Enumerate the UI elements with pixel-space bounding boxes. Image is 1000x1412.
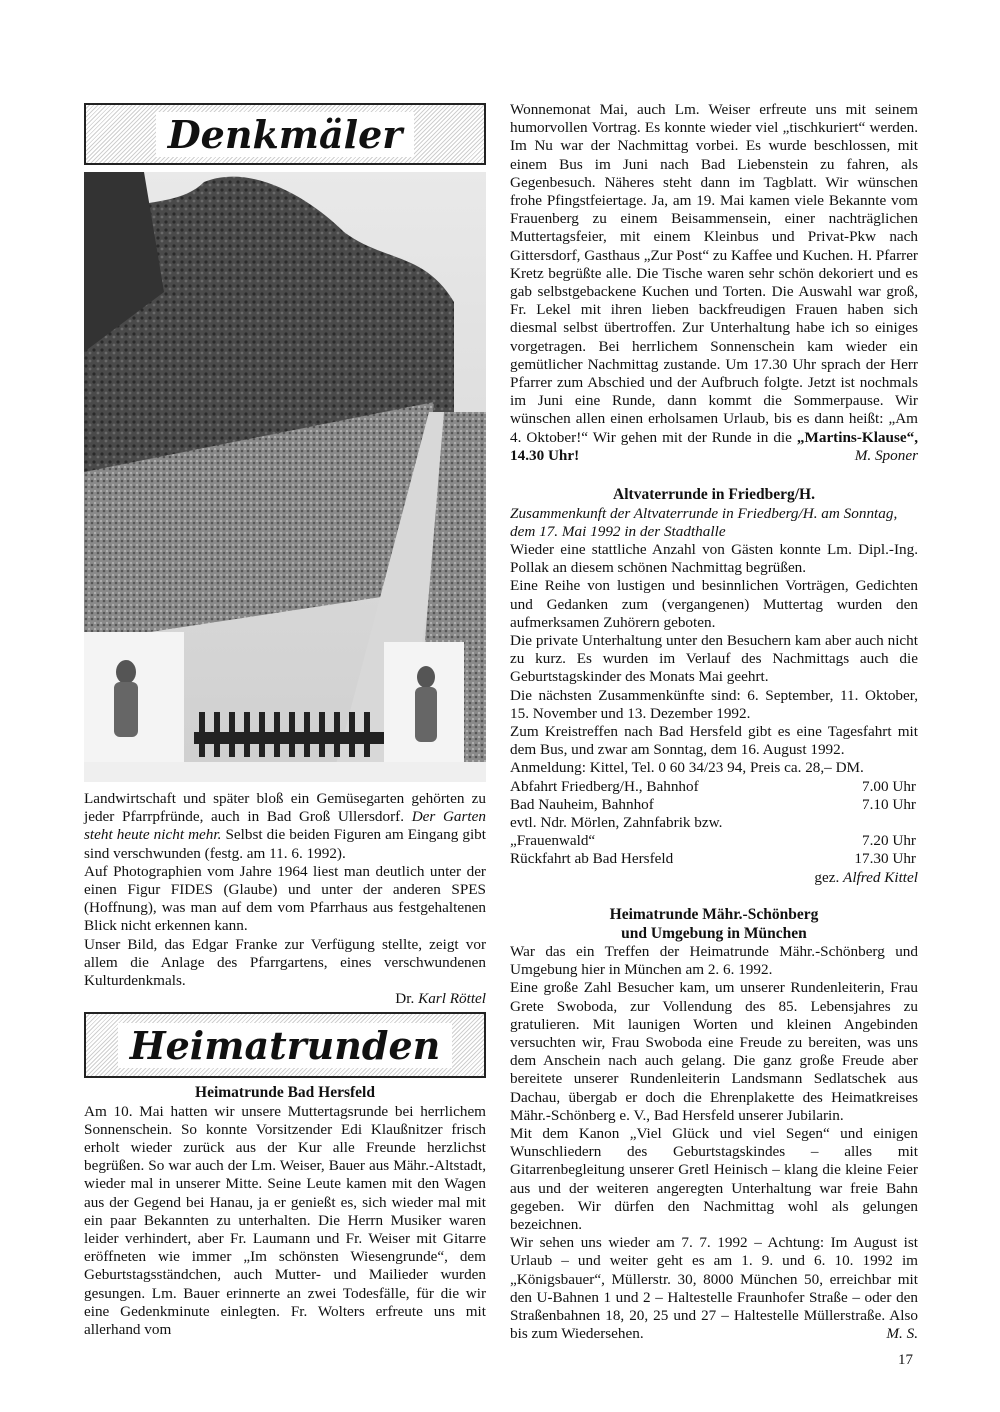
friedberg-p5: Zum Kreistreffen nach Bad Hersfeld gibt es eine Tagesfahrt mit dem Bus, und zwar am Sonntag, dem 16. August 1992. [510,722,918,759]
schoenberg-heading-line2: und Umgebung in München [621,924,807,942]
schoenberg-article [510,906,918,1344]
friedberg-p4: Die nächsten Zusammenkünfte sind: 6. September, 11. Oktober, 15. November und 13. Dezember 1992. [510,686,918,722]
bad-hersfeld-body: Am 10. Mai hatten wir unsere Muttertagsrunde bei herrlichem Sonnenschein. So konnte Vorsitzender Edi Klaußnitzer frisch erholt wieder zurück aus der Kur alle Freunde herzlichst begrüßen. So war auch der Lm. Weiser, Bauer aus Mähr.-Altstadt, wieder mal in unserer Mitte. Seine Leute kamen mit den Wagen aus der Gegend bei Hanau, ja er genießt es, sich wieder mal mit ein paar Bekannten zu unterhalten. Die Herrn Musiker waren leider verhindert, aber Fr. Laumann und Fr. Weiser mit Gitarre eröffneten wie immer „Im schönsten Wiesengrunde“, dem Geburtstagsständchen, auch Mutter- und Mailieder wurden gesungen. Lm. Bauer erinnerte an zwei Todesfälle, für die wir eine Gedenkminute einlegten. Fr. Wolters erfreute uns mit allerhand vom [84,1102,486,1338]
schedule-row: evtl. Ndr. Mörlen, Zahnfabrik bzw. [510,813,723,831]
friedberg-p6: Anmeldung: Kittel, Tel. 0 60 34/23 94, Preis ca. 28,– DM. [510,759,864,777]
schoenberg-p1: War das ein Treffen der Heimatrunde Mähr.-Schönberg und Umgebung hier in München am 2. 6. 1992. [510,943,918,979]
schedule-row: „Frauenwald“ 7.20 Uhr [510,832,916,850]
bad-hersfeld-heading: Heimatrunde Bad Hersfeld [195,1084,375,1101]
heimatrunden-title: Heimatrunden [118,1023,453,1068]
denkmaeler-banner [84,103,486,165]
caption-signature: Dr. Karl Röttel [395,990,486,1008]
friedberg-subtitle: Zusammenkunft der Altvaterrunde in Friedberg/H. am Sonntag, dem 17. Mai 1992 in der Stadthalle [510,504,898,540]
friedberg-heading: Altvaterrunde in Friedberg/H. [613,486,815,503]
bad-hersfeld-signature: M. Sponer [854,447,918,465]
bus-schedule [510,778,916,869]
schedule-row: Rückfahrt ab Bad Hersfeld 17.30 Uhr [510,850,916,868]
friedberg-p1: Wieder eine stattliche Anzahl von Gästen konnte Lm. Dipl.-Ing. Pollak an diesem schönen Nachmittag begrüßen. [510,540,918,577]
bad-hersfeld-article [84,1084,486,1339]
schoenberg-heading-line1: Heimatrunde Mähr.-Schönberg [609,906,819,923]
caption-paragraph-2: Auf Photographien vom Jahre 1964 liest man deutlich unter der einen Figur FIDES (Glaube) und unter der anderen SPES (Hoffnung), was man auf dem vom Pfarrhaus aus festgehaltenen Blick nicht erkennen kann. [84,862,486,935]
schedule-row: Bad Nauheim, Bahnhof 7.10 Uhr [510,795,916,813]
schedule-row: Abfahrt Friedberg/H., Bahnhof 7.00 Uhr [510,777,916,795]
friedberg-p2: Eine Reihe von lustigen und besinnlichen Vorträgen, Gedichten und Gedanken zum (vergangenen) Muttertag wurden den aufmerksamen Zuhörern geboten. [510,577,918,631]
denkmaeler-caption [84,790,486,1008]
schoenberg-p2: Eine große Zahl Besucher kam, um unserer Rundenleiterin, Frau Grete Swoboda, zur Vollendung des 85. Lebensjahres zu gratulieren. Mit launigen Worten und kleinen Angebinden versuchten wir, Frau Swoboda eine Freude zu bereiten, was uns dem Anschein nach auch gelang. Die ganz große Freude aber bereitete unserer Rundenleiterin Landsmann Sedlatschek aus Dachau, übergab er doch die Ehrenplakette des Heimatkreises Mähr.-Schönberg e. V., Bad Hersfeld unserer Jubilarin. [510,979,918,1124]
bad-hersfeld-continued [510,101,918,465]
heimatrunden-banner [84,1012,486,1078]
schoenberg-p3: Mit dem Kanon „Viel Glück und viel Segen“ und einigen Wunschliedern des Geburtstagskindes – alles mit Gitarrenbegleitung unserer Gretl Heinisch – klang die kleine Feier aus und der weiteren angeregten Unterhaltung war freie Bahn gegeben. Wir dürfen den Nachmittag wohl als gelungen bezeichnen. [510,1125,918,1234]
garden-photo [84,172,486,782]
friedberg-signature: gez. Alfred Kittel [814,868,918,886]
bad-hersfeld-continued-text: Wonnemonat Mai, auch Lm. Weiser erfreute uns mit seinem humorvollen Vortrag. Es konnte wieder viel „tischkuriert“ werden. Im Nu war der Nachmittag vorbei. Es wurde beschlossen, mit einem Bus im Juni nach Bad Liebenstein zu fahren, als Gegenbesuch. Näheres steht dann im Tagblatt. Wir wünschen frohe Pfingstfeiertage. Ja, am 19. Mai kamen viele Bekannte vom Frauenberg zu einem Beisammensein, einer nachträglichen Muttertagsfeier, mit einem Kleinbus und Privat-Pkw nach Gittersdorf, Gasthaus „Zur Post“ zu Kaffee und Kuchen. H. Pfarrer Kretz begrüßte alle. Die Tische waren sehr schön dekoriert und es gab selbstgebackene Kuchen und Torten. Die Auswahl war groß, Fr. Lekel mit ihren lieben backfreudigen Frauen haben sich diesmal selbst übertroffen. Zur Unterhaltung habe ich so einiges vorgetragen. Bei herrlichem Sonnenschein kam wieder ein gemütlicher Nachmittag zustande. Um 17.30 Uhr sprach der Herr Pfarrer zum Abschied und der Aufbruch folgte. Jetzt ist nochmals im Juni eine Runde, dann kommt die Sommerpause. Wir wünschen allen einen erholsamen Urlaub, bis es dann heißt: „Am 4. Oktober!“ Wir gehen mit der Runde in die „Martins-Klause“, 14.30 Uhr! [510,101,918,464]
friedberg-article [510,486,918,887]
friedberg-p3: Die private Unterhaltung unter den Besuchern kam aber auch nicht zu kurz. Es wurden im Verlauf des Nachmittags auch die Geburtstagskinder des Monats Mai geehrt. [510,631,918,686]
denkmaeler-title: Denkmäler [156,112,415,157]
schoenberg-p4: Wir sehen uns wieder am 7. 7. 1992 – Achtung: Im August ist Urlaub – und weiter geht es am 1. 9. und 6. 10. 1992 im „Königsbauer“, Müllerstr. 30, 8000 München 50, erreichbar mit den U-Bahnen 1 und 2 – Haltestelle Fraunhofer Straße – oder den Straßenbahnen 18, 20, 25 und 27 – Haltestelle Müllerstraße. Also bis zum Wiedersehen. [510,1234,918,1343]
caption-paragraph-1: Landwirtschaft und später bloß ein Gemüsegarten gehörten zu jeder Pfarrpfründe, auch in Bad Groß Ullersdorf. Der Garten steht heute nicht mehr. Selbst die beiden Figuren am Eingang gibt sind verschwunden (festg. am 11. 6. 1992). [84,790,486,862]
schoenberg-signature: M. S. [886,1325,918,1343]
caption-paragraph-3: Unser Bild, das Edgar Franke zur Verfügung stellte, zeigt vor allem die Anlage des Pfarrgartens, eines verschwundenen Kulturdenkmals. [84,935,486,990]
garden-photo-illustration [84,172,486,782]
page-number: 17 [898,1352,913,1368]
